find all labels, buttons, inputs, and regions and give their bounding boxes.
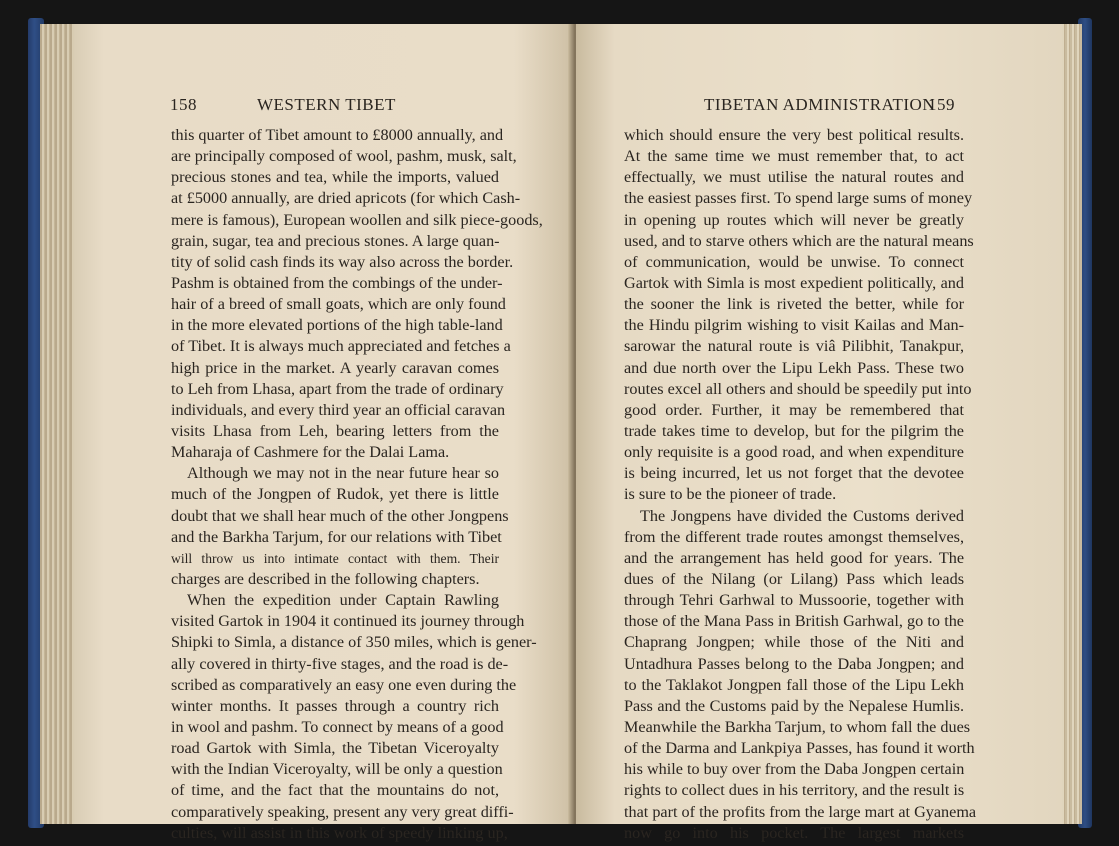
page-number: 158 — [170, 95, 197, 114]
running-head: TIBETAN ADMINISTRATION — [704, 95, 936, 114]
text-line: through Tehri Garhwal to Mussoorie, together with — [624, 591, 964, 610]
text-line: Untadhura Passes belong to the Daba Jongpen; and — [624, 654, 964, 673]
page-number: 159 — [928, 95, 955, 114]
text-line: and the Barkha Tarjum, for our relations with Tibet — [171, 527, 502, 546]
text-line: the sooner the link is riveted the better, while for — [624, 295, 964, 314]
text-line: road Gartok with Simla, the Tibetan Viceroyalty — [171, 739, 499, 758]
text-line: the easiest passes first. To spend large sums of money — [624, 189, 973, 208]
text-line: in wool and pashm. To connect by means of a good — [171, 717, 504, 736]
text-line: and due north over the Lipu Lekh Pass. These two — [624, 358, 964, 377]
text-line: Gartok with Simla is most expedient politically, and — [624, 273, 964, 292]
text-line: rights to collect dues in his territory, and the result is — [624, 781, 965, 800]
running-head: WESTERN TIBET — [257, 95, 396, 114]
text-line: mere is famous), European woollen and silk piece-goods, — [171, 210, 543, 229]
text-line: which should ensure the very best political results. — [624, 126, 964, 144]
text-line: When the expedition under Captain Rawling — [187, 591, 499, 610]
text-line: this quarter of Tibet amount to £8000 annually, and — [171, 126, 504, 144]
page-edges-right — [1060, 24, 1082, 824]
text-line: only requisite is a good road, and when expenditure — [624, 443, 964, 462]
text-line: of time, and the fact that the mountains do not, — [171, 781, 499, 800]
text-line: will throw us into intimate contact with them. Their — [171, 550, 499, 566]
text-line: is being incurred, let us not forget that the devotee — [624, 464, 964, 483]
text-line: visits Lhasa from Leh, bearing letters from the — [171, 421, 499, 440]
text-line: the Hindu pilgrim wishing to visit Kailas and Man- — [624, 316, 964, 335]
text-line: individuals, and every third year an official caravan — [171, 400, 506, 419]
text-line: comparatively speaking, present any very great diffi- — [171, 802, 514, 821]
text-line: doubt that we shall hear much of the other Jongpens — [171, 506, 509, 525]
text-line: Although we may not in the near future hear so — [187, 464, 499, 483]
text-line: At the same time we must remember that, to act — [624, 147, 964, 166]
text-line: that part of the profits from the large mart at Gyanema — [624, 802, 977, 821]
text-line: The Jongpens have divided the Customs derived — [640, 506, 964, 525]
text-line: and the arrangement has held good for years. The — [624, 548, 964, 567]
text-line: in opening up routes which will never be greatly — [624, 210, 964, 229]
text-line: much of the Jongpen of Rudok, yet there is little — [171, 485, 499, 504]
text-line: tity of solid cash finds its way also across the border. — [171, 252, 514, 271]
text-line: ally covered in thirty-five stages, and the road is de- — [171, 654, 509, 673]
text-line: from the different trade routes amongst themselves, — [624, 527, 964, 546]
text-line: dues of the Nilang (or Lilang) Pass which leads — [624, 569, 964, 588]
text-line: Pashm is obtained from the combings of the under- — [171, 273, 503, 292]
text-line: Maharaja of Cashmere for the Dalai Lama. — [171, 443, 450, 462]
text-line: at £5000 annually, are dried apricots (for which Cash- — [171, 189, 521, 208]
text-line: used, and to starve others which are the natural means — [624, 231, 974, 250]
text-line: to the Taklakot Jongpen fall those of the Lipu Lekh — [624, 675, 964, 694]
text-line: sarowar the natural route is viâ Pilibhit, Tanakpur, — [624, 337, 964, 356]
text-line: are principally composed of wool, pashm, musk, salt, — [171, 147, 517, 166]
text-line: of Tibet. It is always much appreciated and fetches a — [171, 337, 511, 356]
text-line: of the Darma and Lankpiya Passes, has found it worth — [624, 739, 975, 758]
text-line: routes excel all others and should be speedily put into — [624, 379, 972, 398]
text-line: culties, will assist in this work of speedy linking up, — [171, 823, 508, 842]
text-line: effectually, we must utilise the natural routes and — [624, 168, 964, 187]
text-line: now go into his pocket. The largest markets — [624, 823, 964, 842]
text-line: scribed as comparatively an easy one even during the — [171, 675, 517, 694]
text-line: precious stones and tea, while the imports, valued — [171, 168, 499, 187]
body-text — [624, 125, 977, 844]
right-page — [576, 24, 1062, 842]
text-line: winter months. It passes through a country rich — [171, 696, 499, 715]
body-text — [171, 125, 543, 844]
text-line: Chaprang Jongpen; while those of the Niti and — [624, 633, 964, 652]
text-line: Pass and the Customs paid by the Nepalese Humlis. — [624, 696, 964, 715]
text-line: Shipki to Simla, a distance of 350 miles, which is gener- — [171, 633, 537, 652]
text-line: trade takes time to develop, but for the pilgrim the — [624, 421, 964, 440]
text-line: grain, sugar, tea and precious stones. A large quan- — [171, 231, 500, 250]
text-line: hair of a breed of small goats, which are only found — [171, 295, 506, 314]
text-line: in the more elevated portions of the high table-land — [171, 316, 503, 335]
text-line: is sure to be the pioneer of trade. — [624, 485, 837, 504]
text-line: those of the Mana Pass in British Garhwal, go to the — [624, 612, 964, 631]
text-line: high price in the market. A yearly caravan comes — [171, 358, 499, 377]
text-line: good order. Further, it may be remembered that — [624, 400, 964, 419]
text-line: charges are described in the following chapters. — [171, 569, 480, 588]
left-page — [74, 24, 574, 842]
text-line: Meanwhile the Barkha Tarjum, to whom fall the dues — [624, 717, 971, 736]
text-line: to Leh from Lhasa, apart from the trade of ordinary — [171, 379, 504, 398]
text-line: with the Indian Viceroyalty, will be only a question — [171, 760, 503, 779]
text-line: visited Gartok in 1904 it continued its journey through — [171, 612, 525, 631]
text-line: his while to buy over from the Daba Jongpen certain — [624, 760, 965, 779]
text-line: of communication, would be unwise. To connect — [624, 252, 964, 271]
page-edges-left — [40, 24, 76, 824]
